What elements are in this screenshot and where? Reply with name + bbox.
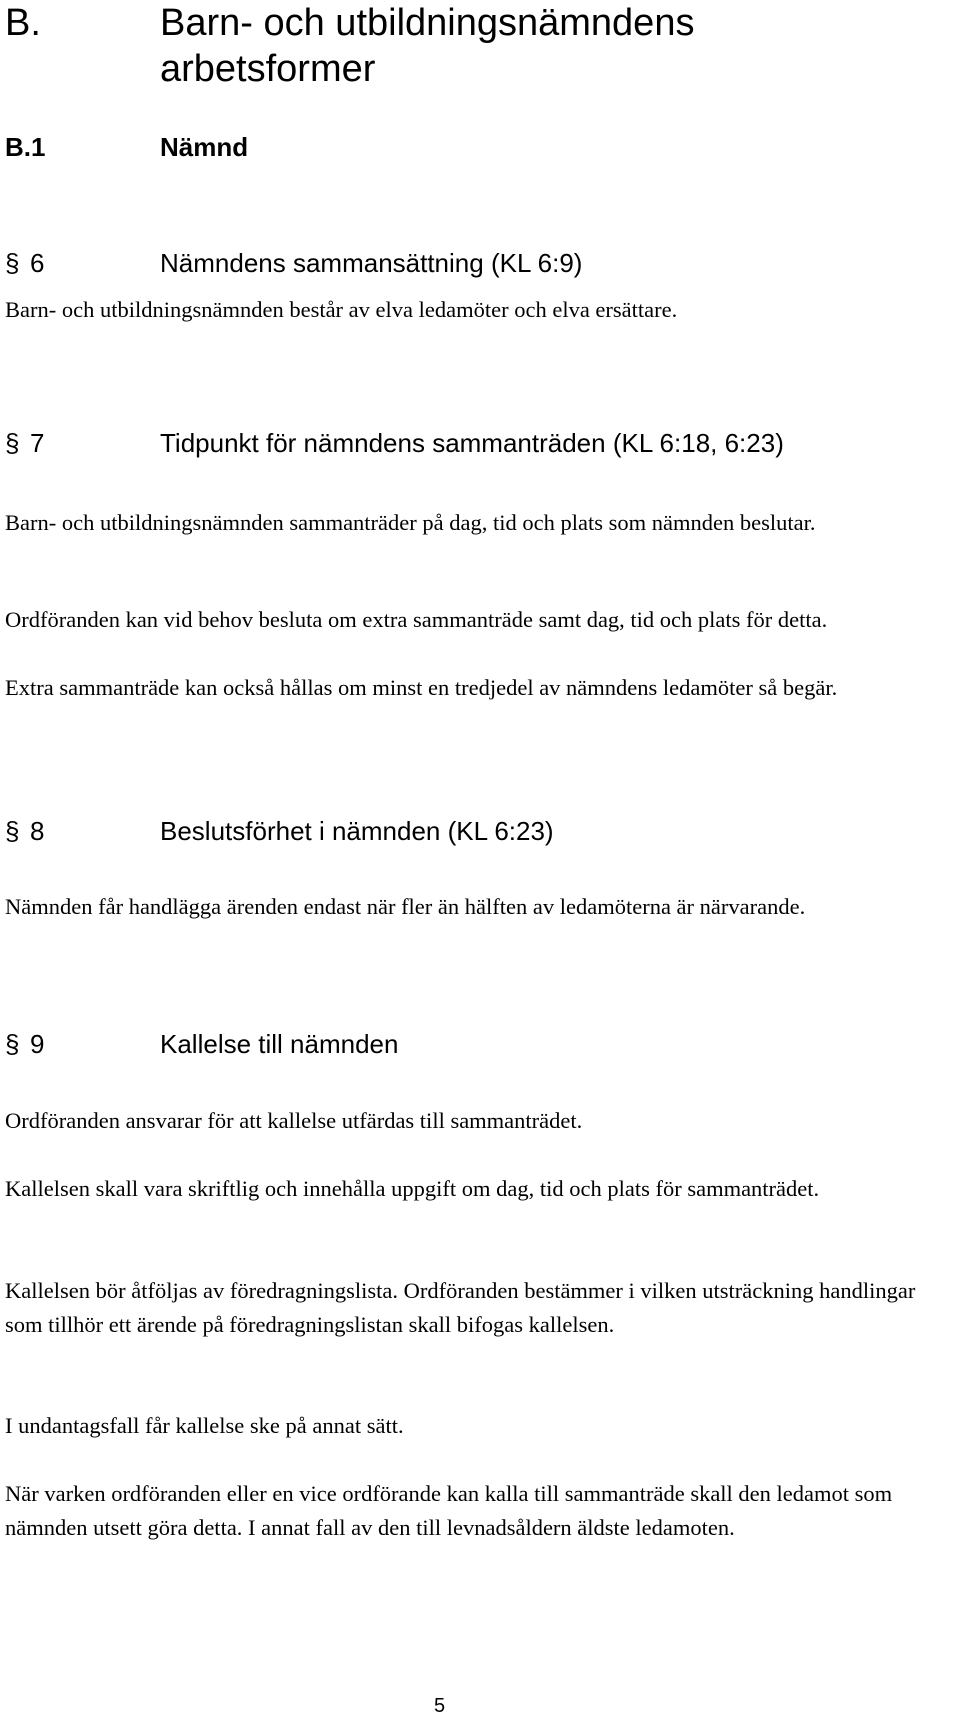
chapter-title-line1: Barn- och utbildningsnämndens <box>160 2 695 44</box>
chapter-number: B. <box>5 2 41 44</box>
section-6-paragraph-1: Barn- och utbildningsnämnden består av elva ledamöter och elva ersättare. <box>5 297 678 322</box>
section-9-paragraph-3: Kallelsen bör åtföljas av föredragningslista. Ordföranden bestämmer i vilken utsträckning handlingar som tillhör ett ärende på föredragningslistan skall bifogas kallelsen. <box>5 1278 916 1337</box>
section-7-paragraph-1: Barn- och utbildningsnämnden sammanträder på dag, tid och plats som nämnden beslutar. <box>5 510 816 535</box>
section-9-paragraph-2: Kallelsen skall vara skriftlig och innehålla uppgift om dag, tid och plats för sammanträdet. <box>5 1176 820 1201</box>
section-9-paragraph-4: I undantagsfall får kallelse ske på annat sätt. <box>5 1413 404 1438</box>
section-9-paragraph-1: Ordföranden ansvarar för att kallelse utfärdas till sammanträdet. <box>5 1108 583 1133</box>
section-7-paragraph-3: Extra sammanträde kan också hållas om minst en tredjedel av nämndens ledamöter så begär. <box>5 675 838 700</box>
section-symbol-8: § <box>5 816 20 846</box>
subchapter-number: B.1 <box>5 132 46 162</box>
section-title-7: Tidpunkt för nämndens sammanträden (KL 6:18, 6:23) <box>160 428 784 458</box>
section-number-9: 9 <box>30 1029 45 1059</box>
section-number-8: 8 <box>30 816 45 846</box>
section-title-8: Beslutsförhet i nämnden (KL 6:23) <box>160 816 554 846</box>
section-symbol-7: § <box>5 428 20 458</box>
page-number: 5 <box>434 1695 446 1717</box>
subchapter-title: Nämnd <box>160 132 249 162</box>
section-number-7: 7 <box>30 428 45 458</box>
section-number-6: 6 <box>30 248 45 278</box>
section-7-paragraph-2: Ordföranden kan vid behov besluta om extra sammanträde samt dag, tid och plats för detta. <box>5 607 828 632</box>
section-8-paragraph-1: Nämnden får handlägga ärenden endast när fler än hälften av ledamöterna är närvarande. <box>5 894 806 919</box>
section-symbol-9: § <box>5 1029 20 1059</box>
chapter-title-line2: arbetsformer <box>160 48 376 90</box>
section-title-6: Nämndens sammansättning (KL 6:9) <box>160 248 583 278</box>
section-9-paragraph-5: När varken ordföranden eller en vice ordförande kan kalla till sammanträde skall den ledamot som nämnden utsett göra detta. I annat fall av den till levnadsåldern äldste ledamoten. <box>5 1481 893 1540</box>
section-title-9: Kallelse till nämnden <box>160 1029 399 1059</box>
section-symbol-6: § <box>5 248 20 278</box>
